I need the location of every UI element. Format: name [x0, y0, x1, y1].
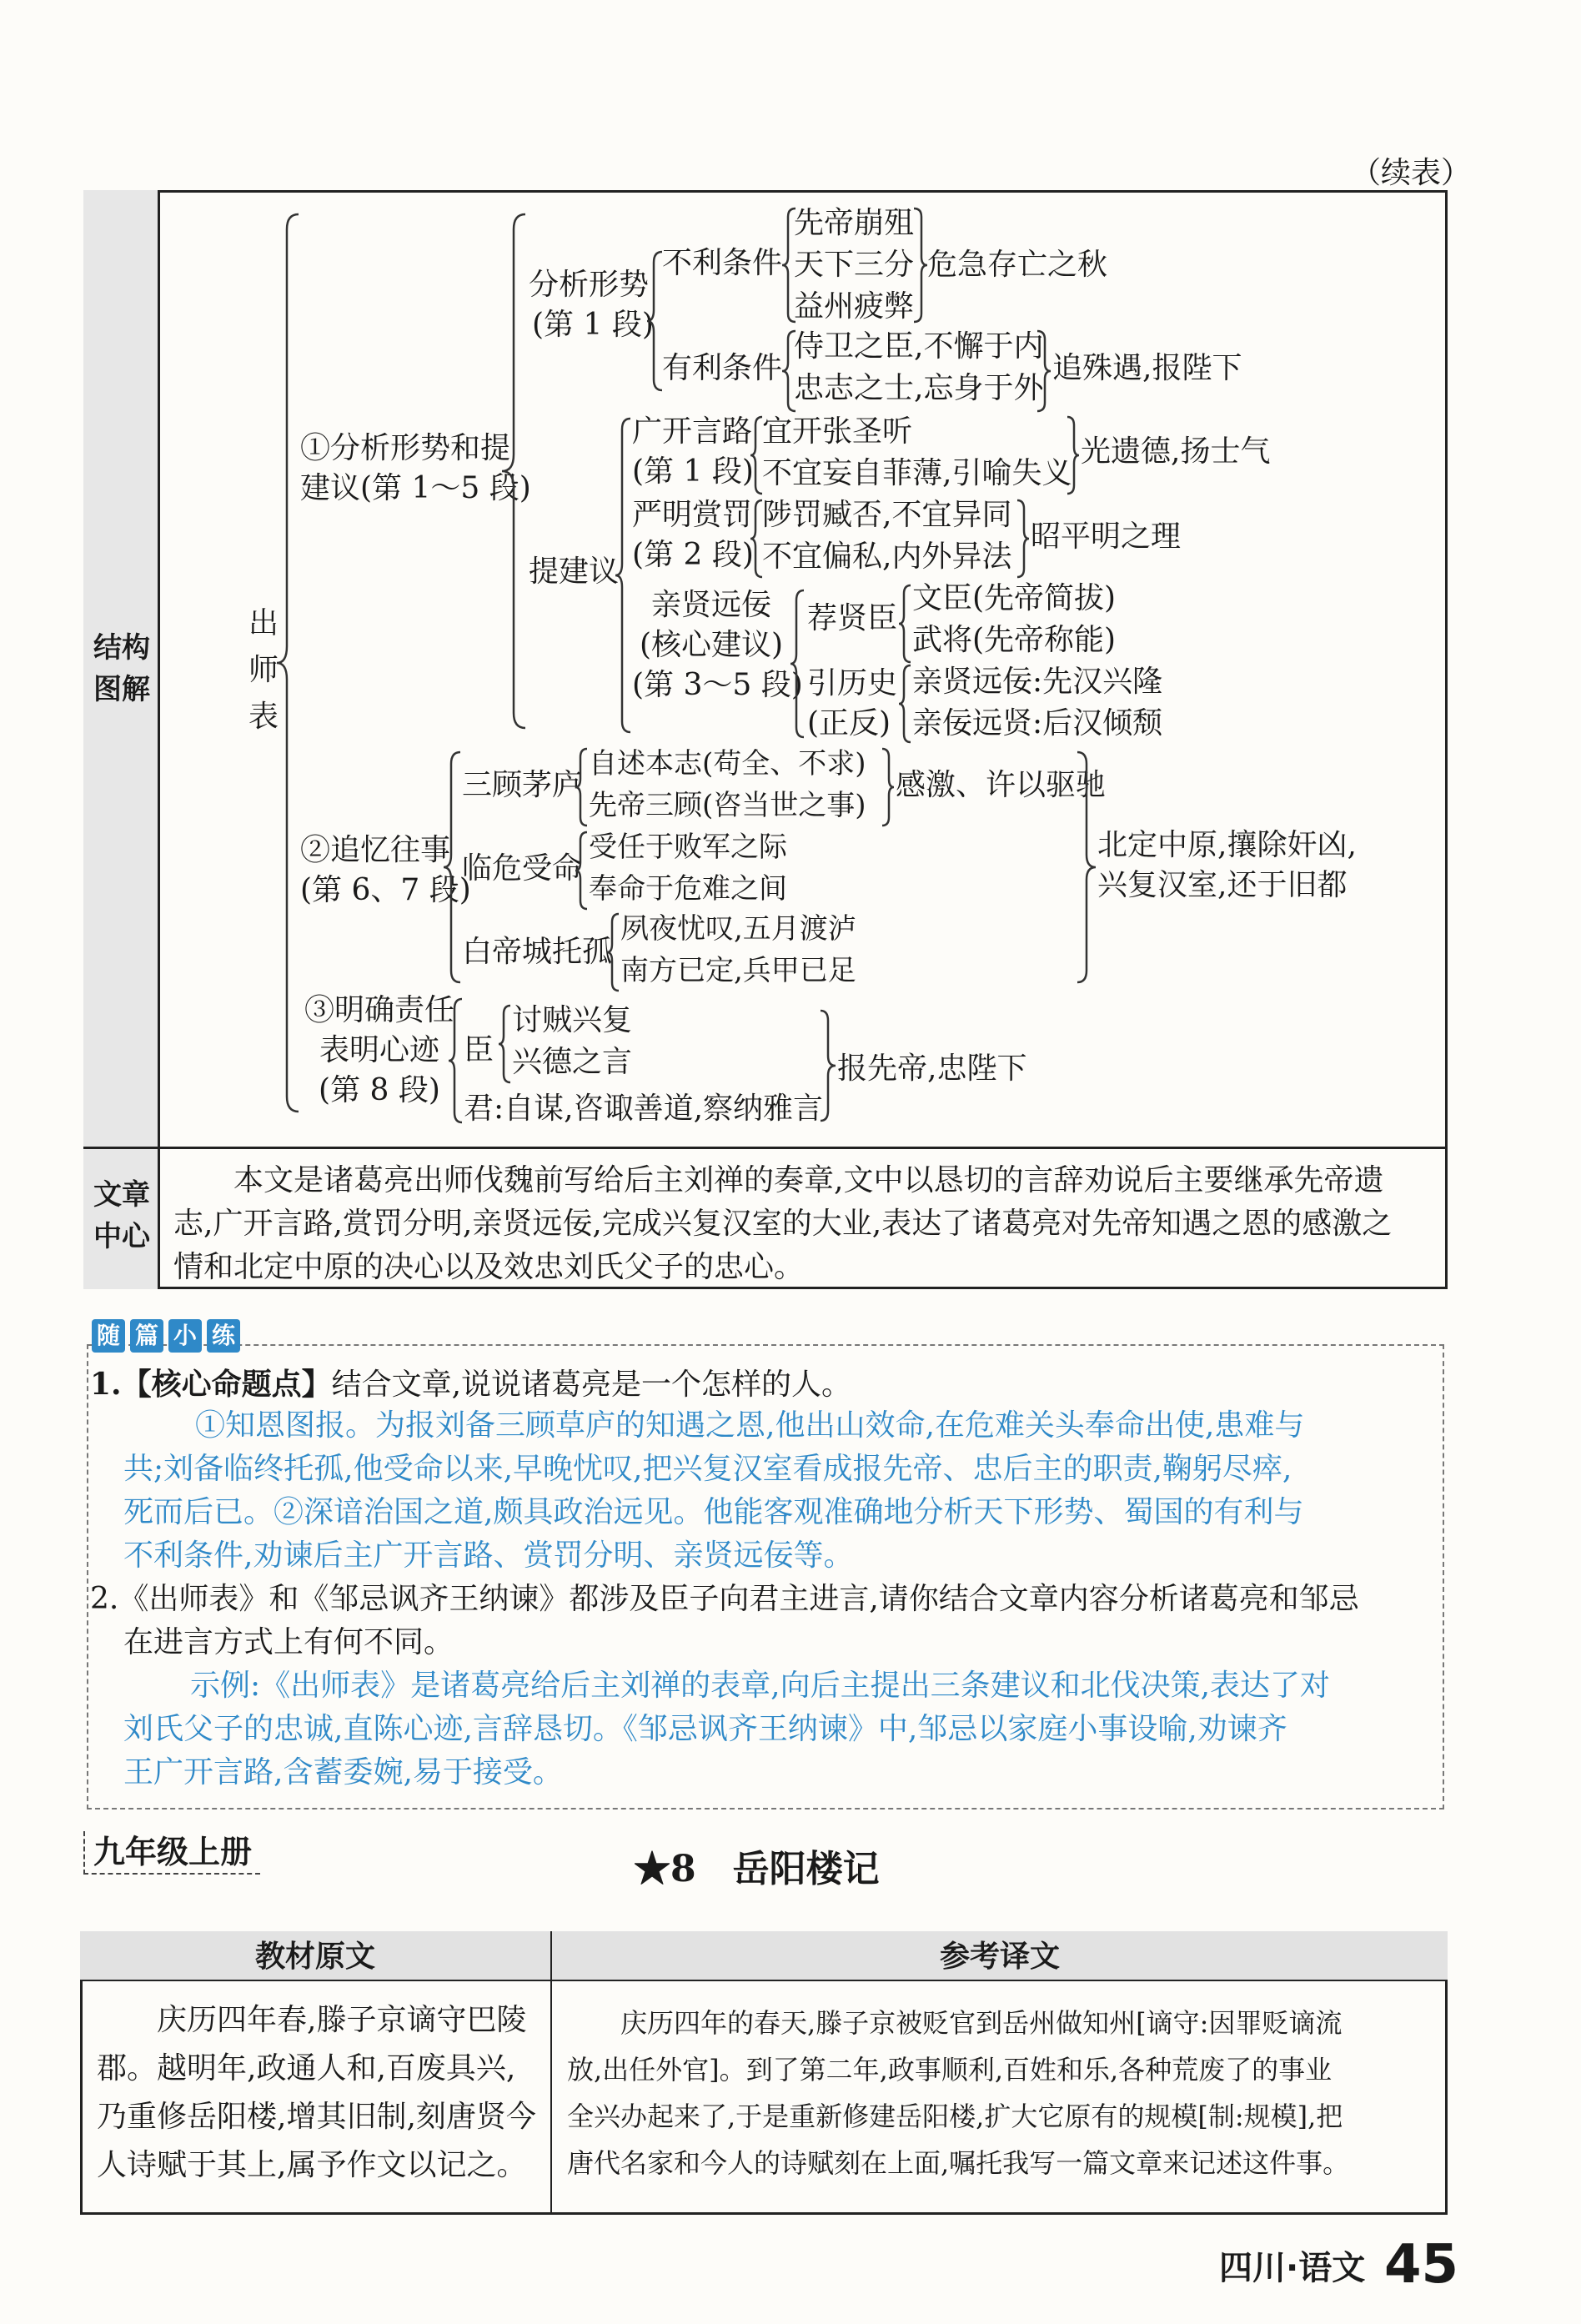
center-line: 志,广开言路,赏罚分明,亲贤远佞,完成兴复汉室的大业,表达了诸葛亮对先帝知遇之恩的感激之 — [173, 1207, 1393, 1241]
original-line: 人诗赋于其上,属予作文以记之。 — [97, 2148, 527, 2182]
recommend-item: 文臣(先帝简拔) — [912, 581, 1117, 615]
reward-item: 不宜偏私,内外异法 — [762, 540, 1012, 574]
good-result-brace — [1036, 329, 1052, 413]
row-label-structure: 结构 图解 — [93, 631, 150, 706]
good-conditions-label: 有利条件 — [662, 351, 783, 385]
practice-tag — [92, 1319, 245, 1353]
answer-1 — [123, 1404, 1304, 1578]
g2-item: 奉命于危难之间 — [589, 872, 787, 906]
question-1: 1.【核心命题点】结合文章,说说诸葛亮是一个怎样的人。 — [90, 1367, 852, 1402]
continued-label: （续表） — [1351, 156, 1472, 190]
g3-brace — [605, 912, 620, 992]
tag-char: 随 — [92, 1319, 125, 1353]
part3-title: ③明确责任 表明心迹 (第 8 段) — [304, 993, 454, 1107]
col1-header: 教材原文 — [254, 1939, 375, 1974]
open-speech-item: 宜开张圣听 — [762, 414, 913, 449]
table-divider — [83, 1147, 1448, 1149]
part1-brace — [500, 213, 529, 730]
row-label-center: 文章 中心 — [93, 1178, 150, 1253]
part3-result-brace — [819, 1009, 837, 1122]
root-title: 出 师 表 — [248, 606, 279, 734]
bad-result: 危急存亡之秋 — [927, 248, 1108, 282]
col2-header: 参考译文 — [939, 1939, 1060, 1974]
original-line: 郡。越明年,政通人和,百废具兴, — [97, 2051, 516, 2086]
g1-brace — [574, 747, 589, 827]
g2-brace — [574, 831, 589, 911]
good-condition-item: 侍卫之臣,不懈于内 — [794, 329, 1044, 364]
g1-item: 先帝三顾(咨当世之事) — [589, 789, 866, 822]
page-number: 45 — [1384, 2234, 1459, 2296]
recommend-item: 武将(先帝称能) — [912, 623, 1117, 657]
history-label: 引历史 (正反) — [807, 666, 898, 740]
answer-line: ①知恩图报。为报刘备三顾草庐的知遇之恩,他出山效命,在危难关头奉命出使,患难与 — [195, 1408, 1305, 1443]
original-line: 乃重修岳阳楼,增其旧制,刻唐贤今 — [97, 2100, 536, 2134]
part3-brace — [447, 997, 464, 1124]
translation-text — [567, 2000, 1349, 2186]
analysis-brace — [645, 250, 664, 392]
part3-result: 报先帝,忠陛下 — [837, 1052, 1027, 1086]
root-brace — [275, 213, 300, 1113]
advice-brace — [614, 417, 632, 734]
structure-label-column — [83, 190, 160, 1289]
tag-char: 小 — [168, 1319, 202, 1353]
center-line: 本文是诸葛亮出师伐魏前写给后主刘禅的奏章,文中以恳切的言辞劝说后主要继承先帝遗 — [233, 1163, 1384, 1197]
answer-line: 王广开言路,含蓄委婉,易于接受。 — [123, 1755, 563, 1789]
answer-line: 示例:《出师表》是诸葛亮给后主刘禅的表章,向后主提出三条建议和北伐决策,表达了对 — [190, 1669, 1331, 1703]
bad-conditions-label: 不利条件 — [662, 246, 783, 280]
g1-result: 感激、许以驱驰 — [896, 768, 1107, 802]
reward-label: 严明赏罚 (第 2 段) — [632, 498, 754, 572]
tag-char: 练 — [207, 1319, 240, 1353]
bad-condition-item: 益州疲弊 — [794, 289, 915, 324]
lesson-title: ★8 岳阳楼记 — [634, 1848, 880, 1890]
g3-item: 夙夜忧叹,五月渡泸 — [620, 912, 856, 946]
part1-title: ①分析形势和提 建议(第 1～5 段) — [300, 431, 531, 505]
minister-item: 讨贼兴复 — [512, 1003, 633, 1037]
virtue-brace — [789, 589, 806, 739]
good-result: 追殊遇,报陛下 — [1052, 351, 1242, 385]
lord-text: 君:自谋,咨诹善道,察纳雅言 — [464, 1092, 824, 1126]
answer-line: 死而后已。②深谙治国之道,颇具政治远见。他能客观准确地分析天下形势、蜀国的有利与 — [123, 1495, 1304, 1529]
open-speech-result-brace — [1066, 415, 1081, 495]
virtue-label: 亲贤远佞 (核心建议) (第 3～5 段) — [632, 588, 803, 702]
part2-title: ②追忆往事 (第 6、7 段) — [300, 833, 471, 907]
open-speech-label: 广开言路 (第 1 段) — [632, 414, 754, 489]
analysis-label: 分析形势 (第 1 段) — [529, 268, 654, 342]
good-condition-item: 忠志之士,忘身于外 — [794, 371, 1044, 405]
minister-brace — [497, 1004, 512, 1084]
reward-result-brace — [1016, 499, 1031, 579]
question-2: 2.《出师表》和《邹忌讽齐王纳谏》都涉及臣子向君主进言,请你结合文章内容分析诸葛亮和邹忌 在进言方式上有何不同。 — [90, 1582, 1359, 1659]
minister-item: 兴德之言 — [512, 1045, 633, 1079]
answer-2 — [123, 1664, 1330, 1794]
center-line: 情和北定中原的决心以及效忠刘氏父子的忠心。 — [173, 1250, 805, 1284]
bad-result-brace — [912, 207, 929, 324]
g3-item: 南方已定,兵甲已足 — [620, 954, 856, 987]
g2-item: 受任于败军之际 — [589, 831, 787, 864]
translation-line: 放,出任外官]。到了第二年,政事顺利,百姓和乐,各种荒废了的事业 — [567, 2054, 1333, 2086]
history-item: 亲贤远佞:先汉兴隆 — [912, 665, 1163, 699]
bad-condition-item: 天下三分 — [794, 248, 915, 282]
advice-label: 提建议 — [529, 555, 620, 589]
translation-line: 庆历四年的春天,滕子京被贬官到岳州做知州[谪守:因罪贬谪流 — [620, 2007, 1343, 2039]
g1-label: 三顾茅庐 — [462, 768, 583, 802]
part2-brace — [442, 750, 462, 984]
original-line: 庆历四年春,滕子京谪守巴陵 — [157, 2003, 527, 2037]
part2-result-brace — [1076, 750, 1097, 984]
reward-result: 昭平明之理 — [1031, 520, 1182, 554]
original-text — [97, 1996, 536, 2190]
answer-line: 共;刘备临终托孤,他受命以来,早晚忧叹,把兴复汉室看成报先帝、忠后主的职责,鞠躬尽瘁, — [123, 1452, 1292, 1486]
history-item: 亲佞远贤:后汉倾颓 — [912, 706, 1163, 740]
g1-item: 自述本志(苟全、不求) — [589, 747, 866, 781]
minister-label: 臣 — [464, 1033, 494, 1067]
grade-label: 九年级上册 — [83, 1831, 260, 1875]
tag-char: 篇 — [130, 1319, 163, 1353]
g1-result-brace — [881, 747, 896, 827]
translation-line: 唐代名家和今人的诗赋刻在上面,嘱托我写一篇文章来记述这件事。 — [567, 2147, 1350, 2179]
reward-item: 陟罚臧否,不宜异同 — [762, 498, 1012, 532]
translation-line: 全兴办起来了,于是重新修建岳阳楼,扩大它原有的规模[制:规模],把 — [567, 2101, 1343, 2132]
article-center — [173, 1159, 1438, 1289]
open-speech-result: 光遗德,扬士气 — [1081, 434, 1271, 469]
g2-label: 临危受命 — [462, 851, 583, 886]
g3-label: 白帝城托孤 — [462, 935, 613, 969]
recommend-brace — [897, 584, 912, 664]
open-speech-item: 不宜妄自菲薄,引喻失义 — [762, 456, 1072, 490]
history-brace — [897, 664, 912, 744]
footer-region: 四川·语文 — [1219, 2249, 1366, 2287]
bad-condition-item: 先帝崩殂 — [794, 206, 915, 240]
recommend-label: 荐贤臣 — [807, 601, 898, 635]
part2-result: 北定中原,攘除奸凶, 兴复汉室,还于旧都 — [1097, 828, 1357, 902]
answer-line: 刘氏父子的忠诚,直陈心迹,言辞恳切。《邹忌讽齐王纳谏》中,邹忌以家庭小事设喻,劝谏齐 — [123, 1712, 1287, 1746]
answer-line: 不利条件,劝谏后主广开言路、赏罚分明、亲贤远佞等。 — [123, 1538, 854, 1573]
